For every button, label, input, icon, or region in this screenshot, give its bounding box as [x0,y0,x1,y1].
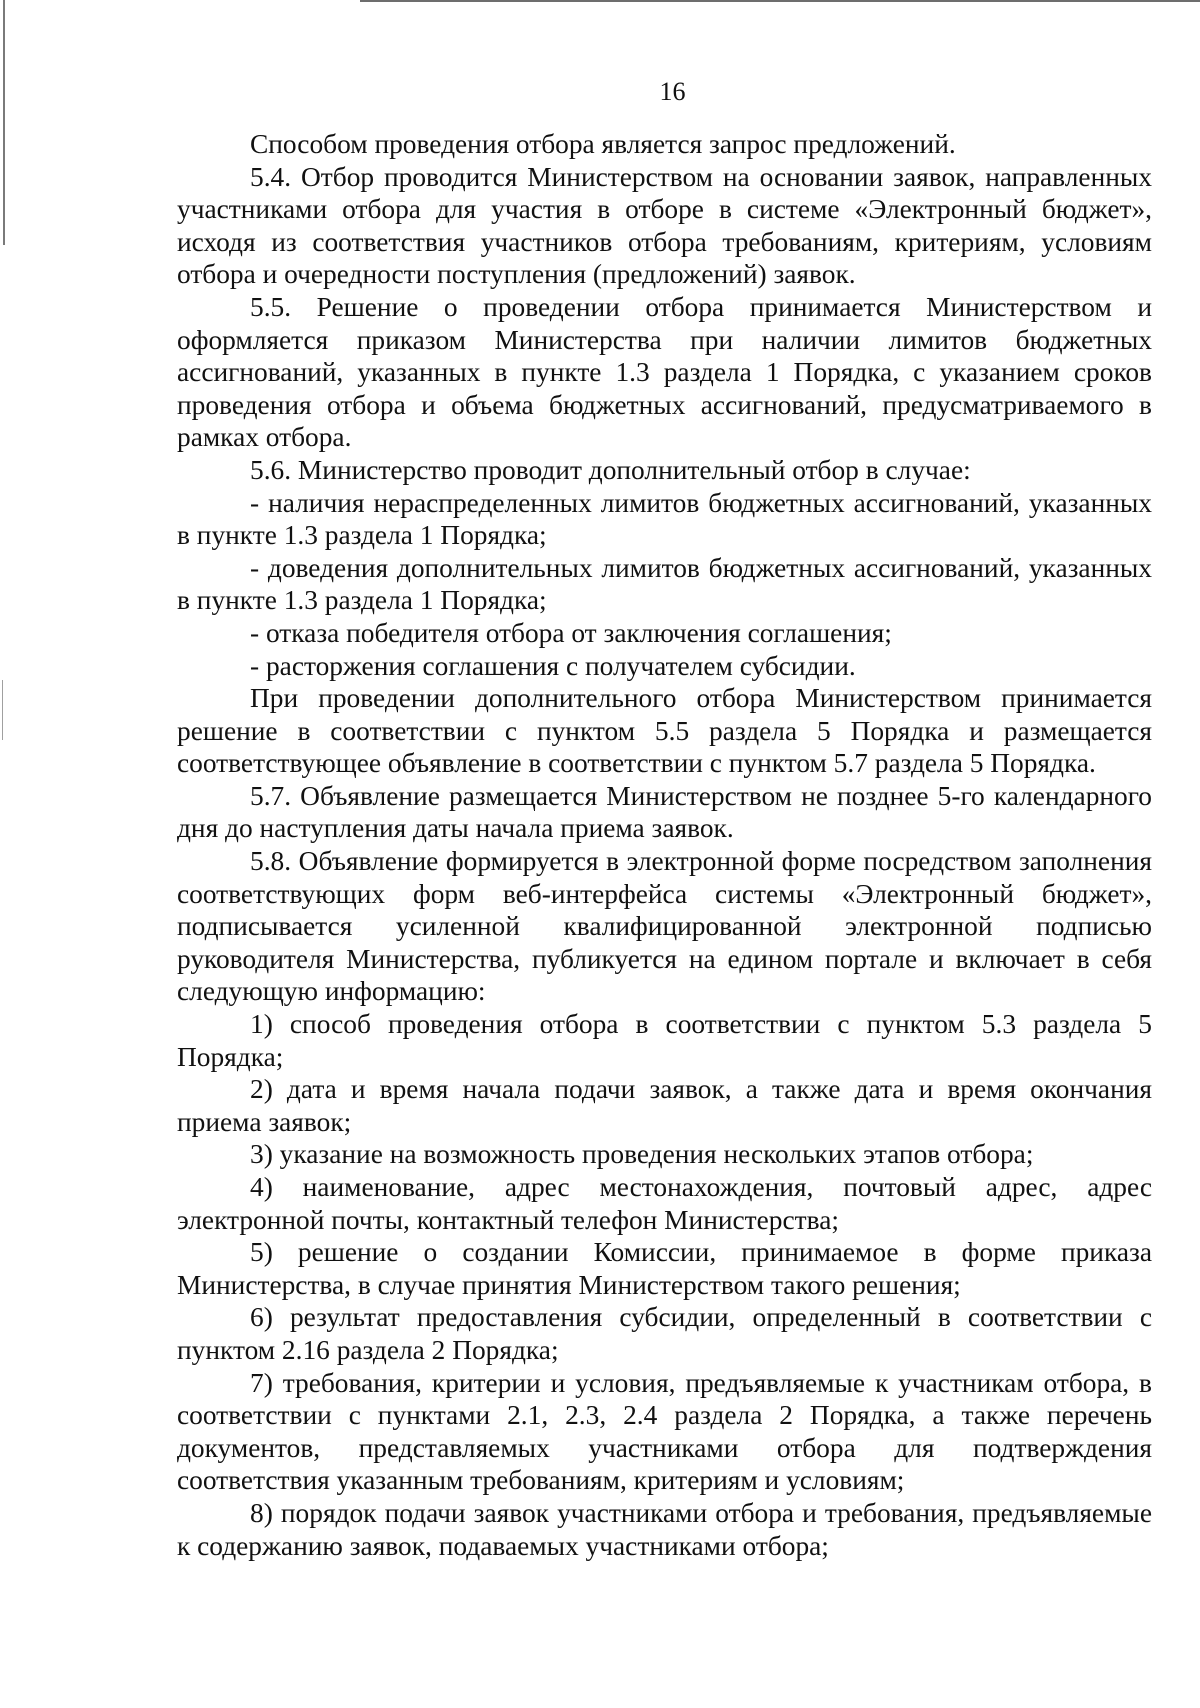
document-body [177,128,1152,1562]
list-item: 4) наименование, адрес местонахождения, почтовый адрес, адрес электронной почты, контактный телефон Министерства; [177,1172,1152,1235]
list-item: 2) дата и время начала подачи заявок, а также дата и время окончания приема заявок; [177,1074,1152,1137]
list-item: 7) требования, критерии и условия, предъявляемые к участникам отбора, в соответствии с пунктами 2.1, 2.3, 2.4 раздела 2 Порядка, а также перечень документов, представляемых участниками отбора для подтверждения соответствия указанным требованиям, критериям и условиям; [177,1367,1152,1496]
paragraph-5-6: 5.6. Министерство проводит дополнительный отбор в случае: [250,454,971,485]
list-item: - доведения дополнительных лимитов бюджетных ассигнований, указанных в пункте 1.3 раздела 1 Порядка; [177,552,1152,616]
list-item: 1) способ проведения отбора в соответствии с пунктом 5.3 раздела 5 Порядка; [177,1009,1152,1072]
list-item: 3) указание на возможность проведения нескольких этапов отбора; [250,1139,1034,1170]
list-item: - наличия нераспределенных лимитов бюджетных ассигнований, указанных в пункте 1.3 раздела 1 Порядка; [177,487,1152,551]
list-item: 8) порядок подачи заявок участниками отбора и требования, предъявляемые к содержанию заявок, подаваемых участниками отбора; [177,1497,1152,1561]
list-item: 6) результат предоставления субсидии, определенный в соответствии с пунктом 2.16 раздела 2 Порядка; [177,1302,1152,1365]
paragraph-5-7: 5.7. Объявление размещается Министерством не позднее 5-го календарного дня до наступления даты начала приема заявок. [177,780,1152,844]
page-number: 16 [659,77,686,106]
paragraph-selection-method: Способом проведения отбора является запрос предложений. [250,129,956,159]
paragraph-5-4: 5.4. Отбор проводится Министерством на основании заявок, направленных участниками отбора для участия в отборе в системе «Электронный бюджет», исходя из соответствия участников отбора требованиям, критериям, условиям отбора и очередности поступления (предложений) заявок. [177,161,1152,290]
paragraph-5-8: 5.8. Объявление формируется в электронной форме посредством заполнения соответствующих форм веб-интерфейса системы «Электронный бюджет», подписывается усиленной квалифицированной электронной подписью руководителя Министерства, публикуется на едином портале и включает в себя следующую информацию: [177,846,1152,1007]
paragraph-additional-selection: При проведении дополнительного отбора Министерством принимается решение в соответствии с пунктом 5.5 раздела 5 Порядка и размещается соответствующее объявление в соответствии с пунктом 5.7 раздела 5 Порядка. [177,683,1152,779]
scan-mark-left [2,680,3,740]
list-item: - отказа победителя отбора от заключения соглашения; [250,617,892,648]
list-item: 5) решение о создании Комиссии, принимаемое в форме приказа Министерства, в случае принятия Министерством такого решения; [177,1237,1152,1300]
scan-border-left [3,0,5,245]
list-item: - расторжения соглашения с получателем субсидии. [250,650,856,681]
paragraph-5-5: 5.5. Решение о проведении отбора принимается Министерством и оформляется приказом Министерства при наличии лимитов бюджетных ассигнований, указанных в пункте 1.3 раздела 1 Порядка, с указанием сроков проведения отбора и объема бюджетных ассигнований, предусматриваемого в рамках отбора. [177,291,1152,453]
scan-border-top [360,0,1200,2]
